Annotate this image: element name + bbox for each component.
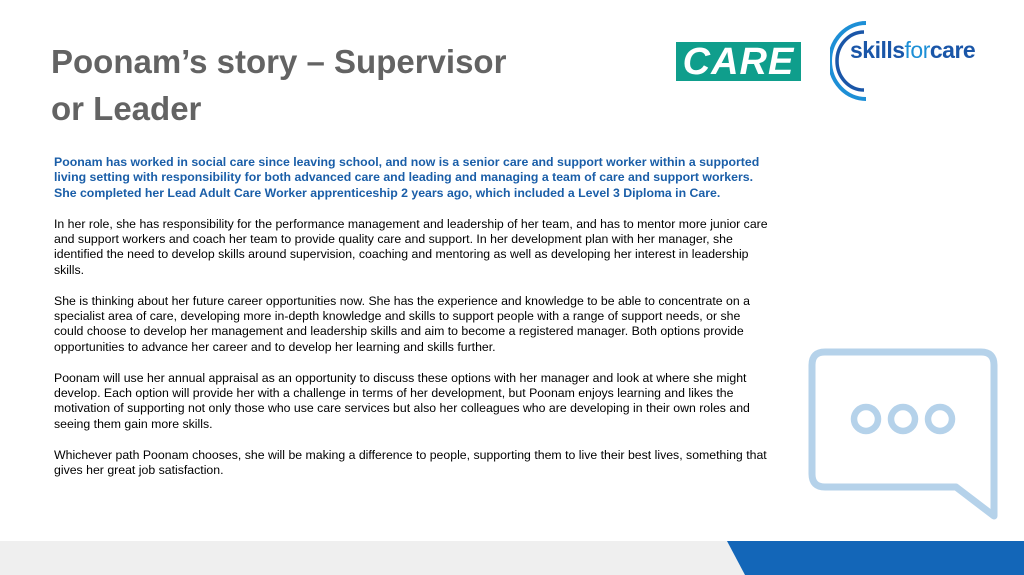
wordmark-for: for bbox=[904, 37, 930, 63]
appraisal-paragraph: Poonam will use her annual appraisal as an opportunity to discuss these options with her manager and look at where she might develop. Each option will provide her with a challenge in terms of her development, but Poonam enjoys learning and likes the motivation of supporting not only those who use care services but also her colleagues who are developing in their own roles and seeing them gain more skills. bbox=[54, 370, 750, 431]
wordmark-skills: skills bbox=[850, 37, 905, 63]
page-title bbox=[51, 38, 651, 132]
footer-accent-shape bbox=[727, 541, 1024, 575]
story-content bbox=[54, 155, 769, 494]
care-logo bbox=[676, 42, 801, 81]
care-logo-text: CARE bbox=[682, 40, 795, 83]
intro-paragraph: Poonam has worked in social care since leaving school, and now is a senior care and support worker within a supported living setting with responsibility for both advanced care and leading and managing a team of care and support workers. She completed her Lead Adult Care Worker apprenticeship 2 years ago, which included a Level 3 Diploma in Care. bbox=[54, 155, 760, 200]
ellipsis-dot-1 bbox=[854, 407, 878, 431]
ellipsis-dot-2 bbox=[891, 407, 915, 431]
speech-bubble-ellipsis-icon bbox=[808, 348, 1000, 523]
wordmark-care: care bbox=[929, 37, 976, 63]
title-line-1: Poonam’s story – Supervisor bbox=[51, 43, 507, 80]
skills-for-care-wordmark bbox=[850, 36, 975, 64]
career-paragraph: She is thinking about her future career opportunities now. She has the experience and knowledge to be able to concentrate on a specialist area of care, developing more in-depth knowledge and skills to support people with a range of support needs, or she could choose to develop her management and leadership skills and aim to become a registered manager. Both options provide opportunities to advance her career and to develop her learning and skills further. bbox=[54, 293, 750, 354]
ellipsis-dot-3 bbox=[928, 407, 952, 431]
closing-paragraph: Whichever path Poonam chooses, she will be making a difference to people, supporting them to live their best lives, something that gives her great job satisfaction. bbox=[54, 447, 767, 478]
role-paragraph: In her role, she has responsibility for the performance management and leadership of her team, and has to mentor more junior care and support workers and coach her team to provide quality care and support. In her development plan with her manager, she identified the need to develop skills around supervision, coaching and mentoring as well as developing her interest in leadership skills. bbox=[54, 216, 768, 277]
skills-for-care-logo bbox=[830, 20, 1005, 102]
title-line-2: or Leader bbox=[51, 90, 202, 127]
